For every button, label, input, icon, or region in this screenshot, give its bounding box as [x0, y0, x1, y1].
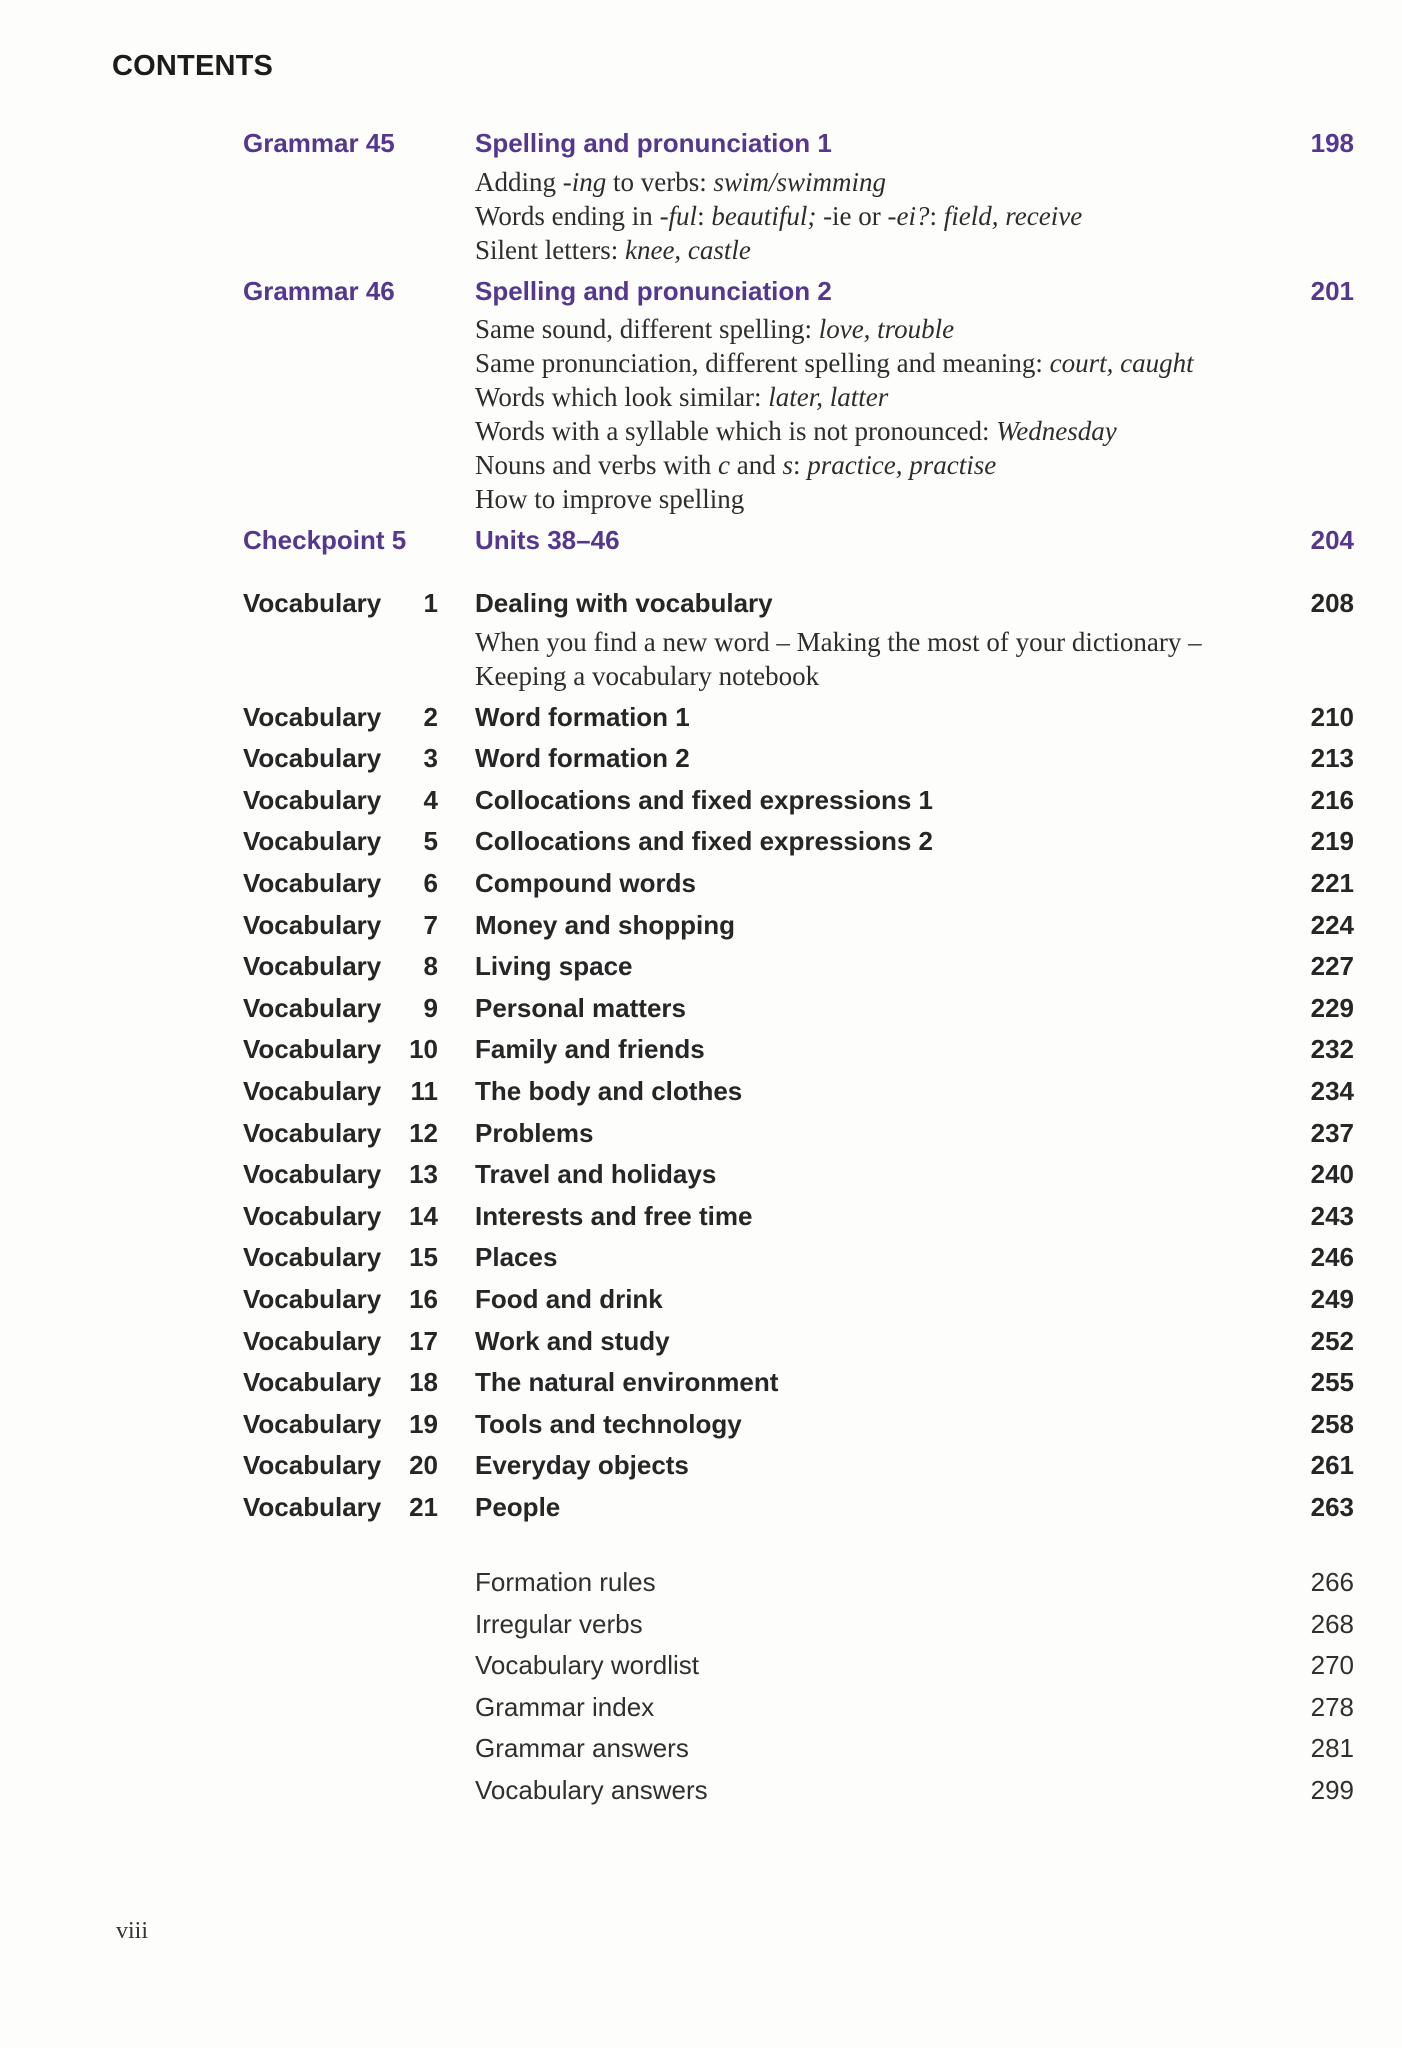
entry-title[interactable]: Word formation 2	[475, 743, 690, 774]
entry-number: 4	[423, 784, 438, 815]
subtopic-line: How to improve spelling	[475, 484, 745, 515]
subtopic-example: -ing	[562, 166, 607, 197]
toc-row[interactable]	[0, 1362, 1402, 1404]
entry-subtopics	[0, 312, 1402, 516]
entry-title[interactable]: Problems	[475, 1117, 594, 1148]
entry-number: 13	[409, 1159, 438, 1190]
subtopic-line: Silent letters: knee, castle	[475, 234, 751, 265]
entry-title[interactable]: Money and shopping	[475, 909, 735, 940]
toc-row[interactable]	[0, 1154, 1402, 1196]
entry-page[interactable]: 219	[1310, 826, 1354, 857]
toc-row[interactable]	[0, 1487, 1402, 1529]
subtopic-line: Keeping a vocabulary notebook	[475, 660, 820, 691]
entry-number: 19	[409, 1408, 438, 1439]
entry-number: 7	[423, 909, 438, 940]
entry-label: Vocabulary	[243, 743, 382, 774]
entry-title[interactable]: Units 38–46	[475, 525, 620, 556]
entry-number: 12	[409, 1117, 438, 1148]
entry-label: Vocabulary	[243, 992, 382, 1023]
entry-number: 14	[409, 1200, 438, 1231]
toc-entry	[0, 863, 1402, 905]
toc-row[interactable]	[0, 123, 1402, 165]
entry-label: Checkpoint 5	[243, 525, 407, 556]
subtopic-example: beautiful;	[711, 200, 817, 231]
entry-page[interactable]: 224	[1310, 909, 1354, 940]
entry-page[interactable]: 270	[1310, 1650, 1354, 1681]
entry-label: Vocabulary	[243, 784, 382, 815]
entry-page[interactable]: 266	[1310, 1567, 1354, 1597]
entry-label: Vocabulary	[243, 1408, 382, 1439]
entry-label: Grammar 45	[243, 128, 395, 158]
subtopic-example: -ful	[659, 200, 698, 231]
toc-row[interactable]	[0, 520, 1402, 562]
toc-row[interactable]	[0, 1279, 1402, 1321]
entry-label: Vocabulary	[243, 909, 382, 940]
entry-page[interactable]: 234	[1310, 1075, 1354, 1106]
entry-title[interactable]: Travel and holidays	[475, 1159, 717, 1190]
entry-title[interactable]: Formation rules	[475, 1567, 656, 1597]
entry-title[interactable]: Family and friends	[475, 1034, 705, 1065]
toc-entry	[0, 1487, 1402, 1529]
toc-row[interactable]	[0, 1604, 1402, 1646]
entry-number: 21	[409, 1491, 438, 1522]
toc-entry	[0, 123, 1402, 267]
toc-entry	[0, 780, 1402, 822]
entry-subtopics	[0, 165, 1402, 267]
toc-entry	[0, 1071, 1402, 1113]
toc-entry	[0, 905, 1402, 947]
entry-page[interactable]: 229	[1310, 992, 1354, 1023]
subtopic-example: swim/swimming	[713, 166, 887, 197]
entry-page[interactable]: 216	[1310, 784, 1354, 815]
entry-page[interactable]: 281	[1310, 1733, 1354, 1764]
entry-label: Vocabulary	[243, 1117, 382, 1148]
subtopic-line: When you find a new word – Making the most of your dictionary –	[475, 626, 1202, 657]
entry-label: Vocabulary	[243, 1491, 382, 1522]
entry-number: 8	[423, 951, 438, 982]
entry-title[interactable]: Word formation 1	[475, 701, 690, 732]
entry-label: Vocabulary	[243, 867, 382, 898]
entry-number: 9	[423, 992, 438, 1023]
entry-title[interactable]: Living space	[475, 951, 633, 982]
subtopic-example: c	[717, 450, 730, 481]
toc-row[interactable]	[0, 905, 1402, 947]
subtopic-line: Nouns and verbs with c and s: practice, practise	[475, 450, 997, 481]
toc-entry	[0, 1196, 1402, 1238]
appendix-section	[0, 1562, 1402, 1812]
grammar-section	[0, 123, 1402, 562]
entry-page[interactable]: 246	[1310, 1242, 1354, 1273]
entry-number: 6	[423, 867, 438, 898]
toc-row[interactable]	[0, 946, 1402, 988]
entry-number: 3	[423, 743, 438, 774]
entry-page[interactable]: 243	[1310, 1200, 1354, 1231]
entry-page[interactable]: 210	[1310, 701, 1354, 732]
subtopic-example: love, trouble	[818, 314, 955, 345]
entry-title[interactable]: People	[475, 1491, 561, 1522]
entry-title[interactable]: Collocations and fixed expressions 1	[475, 784, 934, 815]
entry-title[interactable]: Vocabulary answers	[475, 1774, 708, 1805]
entry-label: Vocabulary	[243, 951, 382, 982]
toc-row[interactable]	[0, 1645, 1402, 1687]
entry-title[interactable]: Personal matters	[475, 992, 686, 1023]
entry-label: Vocabulary	[243, 1159, 382, 1190]
entry-label: Vocabulary	[243, 1034, 382, 1065]
subtopic-example: field, receive	[943, 200, 1083, 231]
entry-page[interactable]: 299	[1310, 1774, 1354, 1805]
subtopic-line: Adding -ing to verbs: swim/swimming	[475, 166, 887, 197]
entry-page[interactable]: 249	[1310, 1283, 1354, 1314]
entry-title[interactable]: Work and study	[475, 1325, 670, 1356]
toc-row[interactable]	[0, 1113, 1402, 1155]
entry-subtopics	[0, 625, 1402, 693]
entry-page[interactable]: 261	[1310, 1450, 1354, 1481]
entry-label: Vocabulary	[243, 1242, 382, 1273]
toc-row[interactable]	[0, 1071, 1402, 1113]
toc-entry	[0, 821, 1402, 863]
entry-page[interactable]: 255	[1310, 1367, 1354, 1398]
entry-number: 16	[409, 1283, 438, 1314]
toc-entry	[0, 1404, 1402, 1446]
entry-page[interactable]: 252	[1310, 1325, 1354, 1356]
entry-page[interactable]: 221	[1310, 867, 1354, 898]
toc-entry	[0, 1154, 1402, 1196]
entry-title[interactable]: Everyday objects	[475, 1450, 689, 1481]
entry-number: 20	[409, 1450, 438, 1481]
toc-row[interactable]	[0, 1237, 1402, 1279]
entry-label: Vocabulary	[243, 1075, 382, 1106]
toc-entry	[0, 1445, 1402, 1487]
toc-row[interactable]	[0, 697, 1402, 739]
subtopic-example: ei?	[896, 200, 930, 231]
subtopic-example: practice, practise	[807, 450, 997, 481]
subtopic-line: Same sound, different spelling: love, trouble	[475, 314, 955, 345]
subtopic-line: Words which look similar: later, latter	[475, 382, 889, 413]
entry-title[interactable]: Grammar answers	[475, 1733, 689, 1764]
entry-label: Grammar 46	[243, 275, 395, 306]
toc-row[interactable]	[0, 1404, 1402, 1446]
entry-page[interactable]: 237	[1310, 1117, 1354, 1148]
entry-label: Vocabulary	[243, 1367, 382, 1398]
subtopic-line: Words ending in -ful: beautiful; -ie or -ei?: field, receive	[475, 200, 1083, 231]
entry-page[interactable]: 204	[1310, 525, 1354, 556]
entry-title[interactable]: Dealing with vocabulary	[475, 588, 773, 618]
entry-number: 2	[423, 701, 438, 732]
toc-entry	[0, 1237, 1402, 1279]
entry-page[interactable]: 232	[1310, 1034, 1354, 1065]
entry-number: 15	[409, 1242, 438, 1273]
subtopic-example: court, caught	[1049, 348, 1194, 379]
subtopic-example: knee, castle	[624, 234, 751, 265]
toc-row[interactable]	[0, 988, 1402, 1030]
subtopic-line: Same pronunciation, different spelling and meaning: court, caught	[475, 348, 1194, 379]
entry-title[interactable]: Places	[475, 1242, 558, 1273]
entry-label: Vocabulary	[243, 826, 382, 857]
toc-row[interactable]	[0, 863, 1402, 905]
entry-page[interactable]: 278	[1310, 1691, 1354, 1722]
entry-title[interactable]: Collocations and fixed expressions 2	[475, 826, 934, 857]
entry-page[interactable]: 263	[1310, 1491, 1354, 1522]
toc-row[interactable]	[0, 1445, 1402, 1487]
entry-label: Vocabulary	[243, 1450, 382, 1481]
entry-number: 10	[409, 1034, 438, 1065]
subtopic-example: s	[782, 450, 793, 481]
entry-number: 5	[423, 826, 438, 857]
toc-row[interactable]	[0, 1562, 1402, 1604]
toc-entry	[0, 1321, 1402, 1363]
entry-title[interactable]: Spelling and pronunciation 2	[475, 275, 832, 306]
entry-page[interactable]: 258	[1310, 1408, 1354, 1439]
toc-entry	[0, 271, 1402, 517]
toc-entry	[0, 583, 1402, 693]
entry-title[interactable]: Spelling and pronunciation 1	[475, 128, 832, 158]
toc-row[interactable]	[0, 1728, 1402, 1770]
entry-label: Vocabulary	[243, 1200, 382, 1231]
toc-row[interactable]	[0, 271, 1402, 313]
entry-title[interactable]: The natural environment	[475, 1367, 779, 1398]
entry-title[interactable]: Grammar index	[475, 1691, 655, 1722]
toc-entry	[0, 1113, 1402, 1155]
toc-entry	[0, 1362, 1402, 1404]
entry-page[interactable]: 198	[1310, 128, 1354, 158]
toc-row[interactable]	[0, 1687, 1402, 1729]
entry-number: 11	[410, 1075, 438, 1106]
toc-entry	[0, 1279, 1402, 1321]
entry-title[interactable]: Interests and free time	[475, 1200, 753, 1231]
entry-title[interactable]: Food and drink	[475, 1283, 663, 1314]
subtopic-example: later, latter	[768, 382, 889, 413]
entry-number: 17	[409, 1325, 438, 1356]
toc-entry	[0, 738, 1402, 780]
toc-row[interactable]	[0, 1321, 1402, 1363]
entry-page[interactable]: 201	[1310, 275, 1354, 306]
toc-row[interactable]	[0, 1770, 1402, 1812]
entry-page[interactable]: 268	[1310, 1608, 1354, 1639]
toc-entry	[0, 520, 1402, 562]
entry-title[interactable]: Vocabulary wordlist	[475, 1650, 699, 1681]
toc-row[interactable]	[0, 583, 1402, 625]
page-title: CONTENTS	[112, 50, 274, 82]
entry-label: Vocabulary	[243, 588, 382, 618]
subtopic-line: Words with a syllable which is not pronounced: Wednesday	[475, 416, 1117, 447]
toc-entry	[0, 1029, 1402, 1071]
toc-row[interactable]	[0, 1029, 1402, 1071]
subtopic-example: Wednesday	[996, 416, 1117, 447]
toc-entry	[0, 697, 1402, 739]
entry-number: 1	[423, 588, 438, 618]
entry-title[interactable]: Irregular verbs	[475, 1608, 643, 1639]
entry-title[interactable]: The body and clothes	[475, 1075, 743, 1106]
entry-page[interactable]: 208	[1310, 588, 1354, 618]
entry-number: 18	[409, 1367, 438, 1398]
toc-row[interactable]	[0, 738, 1402, 780]
toc-row[interactable]	[0, 821, 1402, 863]
toc-entry	[0, 988, 1402, 1030]
toc-row[interactable]	[0, 780, 1402, 822]
entry-label: Vocabulary	[243, 701, 382, 732]
entry-title[interactable]: Tools and technology	[475, 1408, 742, 1439]
toc-row[interactable]	[0, 1196, 1402, 1238]
entry-page[interactable]: 240	[1310, 1159, 1354, 1190]
toc-entry	[0, 946, 1402, 988]
entry-label: Vocabulary	[243, 1325, 382, 1356]
entry-page[interactable]: 213	[1310, 743, 1354, 774]
entry-label: Vocabulary	[243, 1283, 382, 1314]
vocabulary-section	[0, 583, 1402, 1528]
page-number: viii	[116, 1918, 149, 1944]
entry-page[interactable]: 227	[1310, 951, 1354, 982]
entry-title[interactable]: Compound words	[475, 867, 696, 898]
